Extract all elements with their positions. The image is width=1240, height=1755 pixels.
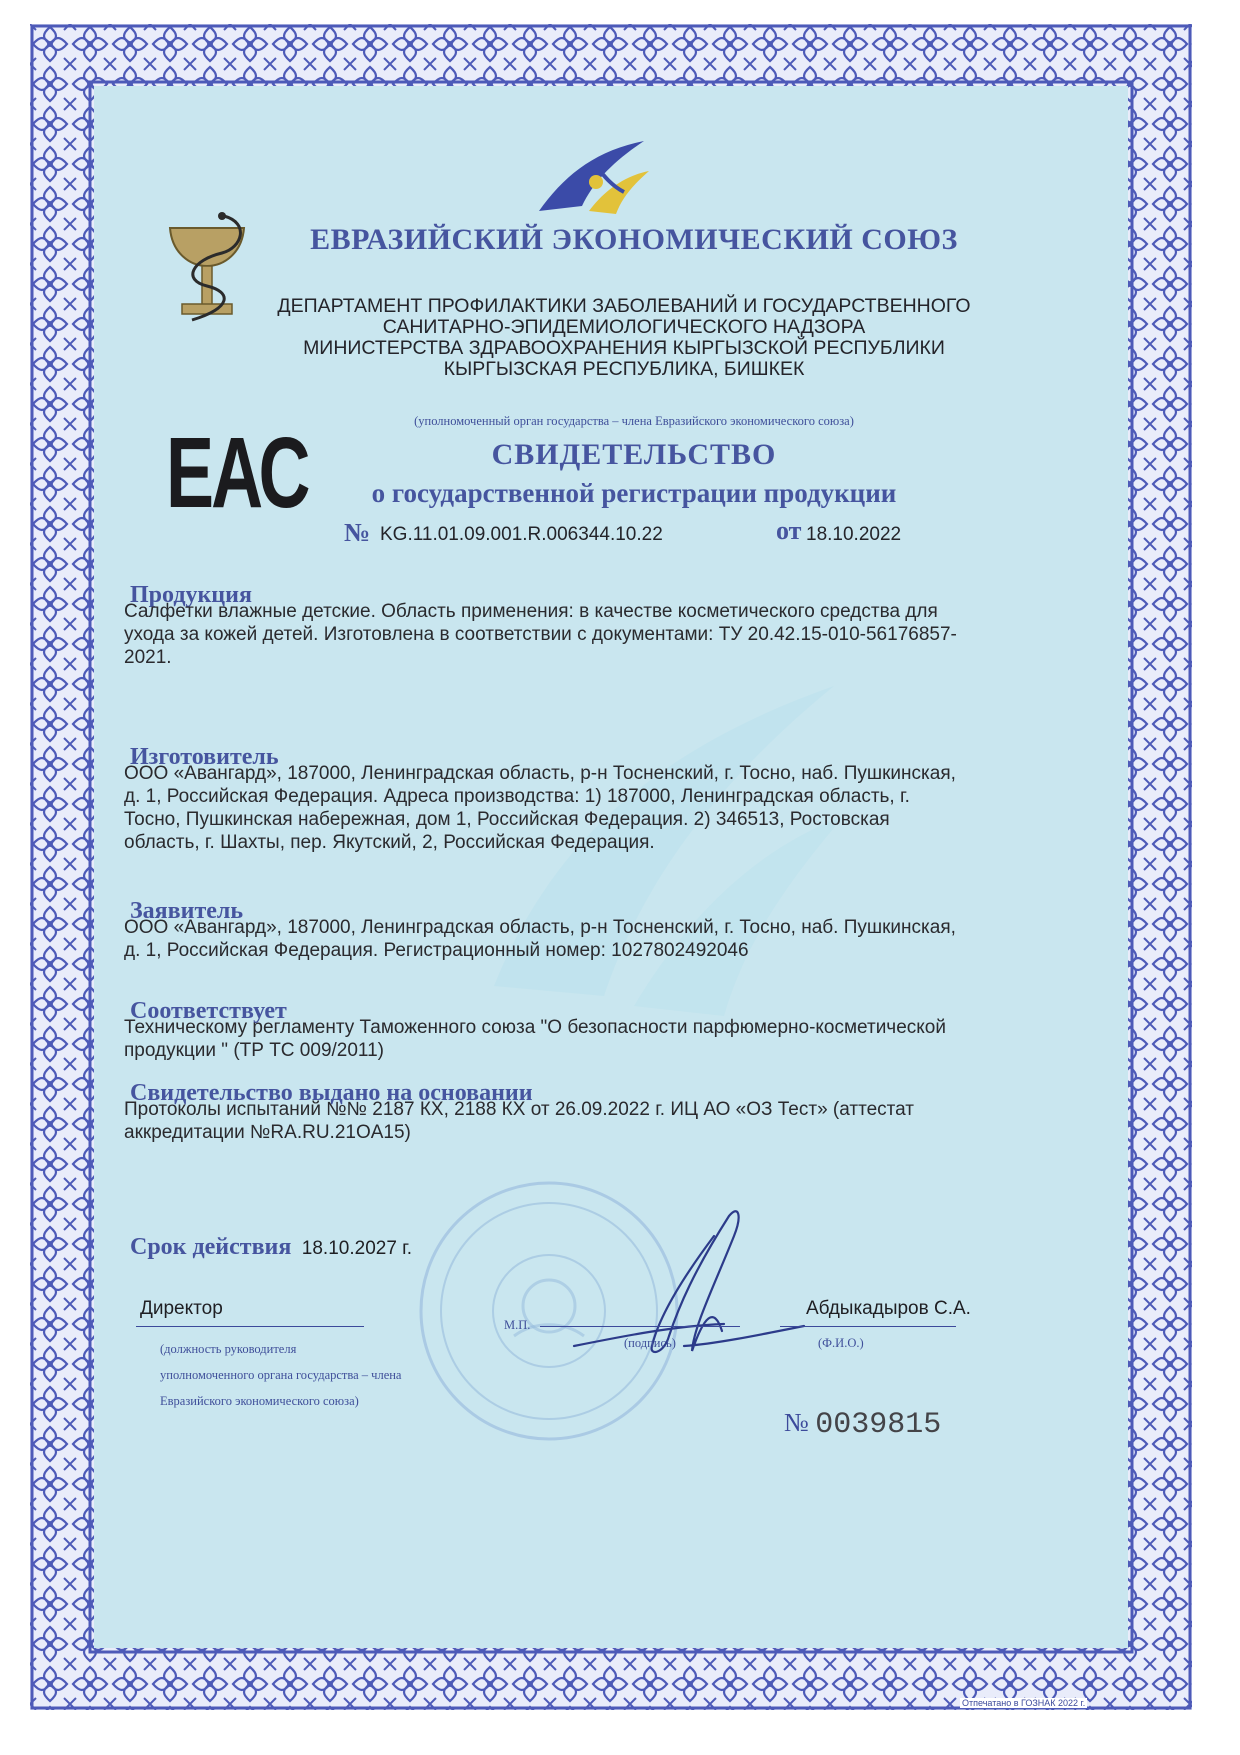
basis-heading: Свидетельство выдано на основании <box>130 1080 533 1106</box>
note-line: уполномоченного органа государства – члена <box>160 1368 402 1382</box>
text-line: ухода за кожей детей. Изготовлена в соответствии с документами: ТУ 20.42.15-010-56176857- <box>124 624 957 645</box>
applicant-heading: Заявитель <box>130 898 244 924</box>
text-line: д. 1, Российская Федерация. Адреса производства: 1) 187000, Ленинградская область, г. <box>124 786 910 807</box>
signature-underline <box>540 1326 740 1327</box>
note-line: Евразийского экономического союза) <box>160 1394 359 1408</box>
printer-note: Отпечатано в ГОЗНАК 2022 г. <box>962 1698 1086 1708</box>
name-underline <box>780 1326 956 1327</box>
department-block <box>174 296 1074 380</box>
date-prefix: от <box>776 516 802 545</box>
number-prefix: № <box>344 518 371 547</box>
department-line: САНИТАРНО-ЭПИДЕМИОЛОГИЧЕСКОГО НАДЗОРА <box>382 316 866 338</box>
signature-mark <box>564 1196 824 1376</box>
form-number: 0039815 <box>815 1408 942 1442</box>
text-line: ООО «Авангард», 187000, Ленинградская область, р-н Тосненский, г. Тосно, наб. Пушкинская, <box>124 917 956 938</box>
authority-note: (уполномоченный орган государства – члена Евразийского экономического союза) <box>414 414 854 428</box>
text-line: Протоколы испытаний №№ 2187 КХ, 2188 КХ от 26.09.2022 г. ИЦ АО «ОЗ Тест» (аттестат <box>124 1099 914 1120</box>
union-title: ЕВРАЗИЙСКИЙ ЭКОНОМИЧЕСКИЙ СОЮЗ <box>310 223 958 256</box>
text-line: д. 1, Российская Федерация. Регистрационный номер: 1027802492046 <box>124 940 749 961</box>
position-underline <box>136 1326 364 1327</box>
name-note: (Ф.И.О.) <box>818 1336 864 1350</box>
stamp-place-label: М.П. <box>504 1318 531 1332</box>
validity-label: Срок действия <box>130 1234 292 1260</box>
certificate-frame <box>30 24 1192 1710</box>
form-number-block <box>784 1408 941 1442</box>
signatory-name: Абдыкадыров С.А. <box>806 1298 971 1319</box>
eac-mark: ЕАС <box>166 417 308 529</box>
registration-date: 18.10.2022 <box>806 524 902 545</box>
form-number-prefix: № <box>784 1408 809 1437</box>
applicant-text <box>124 916 1114 962</box>
eaeu-emblem-icon <box>534 136 654 216</box>
department-line: МИНИСТЕРСТВА ЗДРАВООХРАНЕНИЯ КЫРГЫЗСКОЙ РЕСПУБЛИКИ <box>303 337 945 359</box>
doc-title: СВИДЕТЕЛЬСТВО <box>491 438 777 471</box>
department-line: ДЕПАРТАМЕНТ ПРОФИЛАКТИКИ ЗАБОЛЕВАНИЙ И ГОСУДАРСТВЕННОГО <box>277 295 971 317</box>
registration-number: KG.11.01.09.001.R.006344.10.22 <box>380 524 663 545</box>
manufacturer-heading: Изготовитель <box>130 744 279 770</box>
text-line: продукции " (ТР ТС 009/2011) <box>124 1040 384 1061</box>
complies-heading: Соответствует <box>130 998 287 1024</box>
position-note <box>160 1336 401 1414</box>
text-line: область, г. Шахты, пер. Якутский, 2, Российская Федерация. <box>124 832 655 853</box>
text-line: Салфетки влажные детские. Область применения: в качестве косметического средства для <box>124 601 938 622</box>
department-line: КЫРГЫЗСКАЯ РЕСПУБЛИКА, БИШКЕК <box>443 358 805 380</box>
text-line: Техническому регламенту Таможенного союза "О безопасности парфюмерно-косметической <box>124 1017 946 1038</box>
complies-text <box>124 1016 1114 1062</box>
validity-line <box>130 1234 412 1261</box>
text-line: Тосно, Пушкинская набережная, дом 1, Российская Федерация. 2) 346513, Ростовская <box>124 809 890 830</box>
validity-date: 18.10.2027 г. <box>301 1238 413 1259</box>
doc-subtitle: о государственной регистрации продукции <box>371 478 897 508</box>
text-line: 2021. <box>124 647 172 668</box>
text-line: аккредитации №RA.RU.21OA15) <box>124 1122 411 1143</box>
certificate-body <box>94 86 1128 1648</box>
note-line: (должность руководителя <box>160 1342 297 1356</box>
text-line: ООО «Авангард», 187000, Ленинградская область, р-н Тосненский, г. Тосно, наб. Пушкинская, <box>124 763 956 784</box>
product-heading: Продукция <box>130 582 252 608</box>
basis-text <box>124 1098 1114 1144</box>
registration-line <box>344 518 1104 558</box>
manufacturer-text <box>124 762 1114 854</box>
product-text <box>124 600 1104 669</box>
signatory-position: Директор <box>140 1298 223 1319</box>
signature-note: (подпись) <box>624 1336 676 1350</box>
